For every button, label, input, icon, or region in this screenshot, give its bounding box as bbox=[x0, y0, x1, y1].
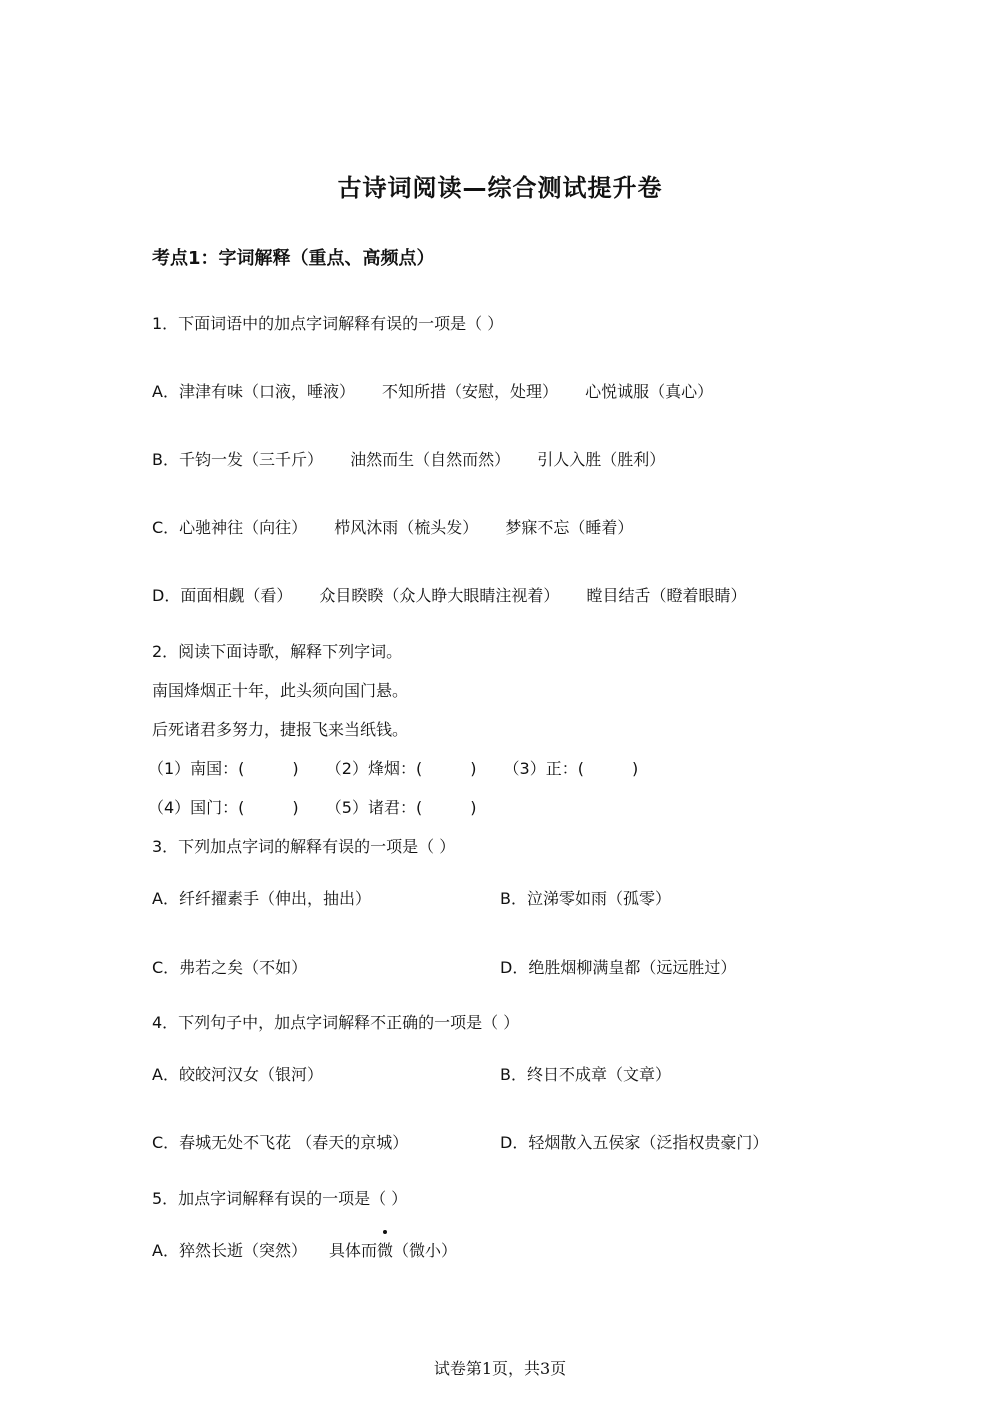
question-4-option-b: B．终日不成章（文章） bbox=[500, 1065, 671, 1084]
question-3-option-b: B．泣涕零如雨（孤零） bbox=[500, 889, 671, 908]
option-b-item-1: B．千钧一发（三千斤） bbox=[152, 450, 323, 469]
question-2-blanks-row-1 bbox=[148, 758, 660, 780]
question-4-option-c: C．春城无处不飞花 （春天的京城） bbox=[152, 1133, 409, 1152]
blank-item-3: （3）正：( ) bbox=[503, 759, 639, 778]
poem-line-1: 南国烽烟正十年，此头须向国门悬。 bbox=[152, 681, 409, 700]
option-d-item-1: D．面面相觑（看） bbox=[152, 586, 293, 605]
option-a-item-2-suffix: （微小） bbox=[392, 1241, 457, 1260]
blank-item-2: （2）烽烟：( ) bbox=[325, 759, 477, 778]
option-b-item-2: 油然而生（自然而然） bbox=[350, 450, 511, 469]
question-4-stem: 4．下列句子中，加点字词解释不正确的一项是（ ） bbox=[152, 1013, 520, 1032]
option-d-item-2: 众目睽睽（众人睁大眼睛注视着） bbox=[319, 586, 560, 605]
option-a-item-2: 不知所措（安慰，处理） bbox=[382, 382, 559, 401]
page-footer: 试卷第1页，共3页 bbox=[433, 1359, 567, 1378]
page-title: 古诗词阅读—综合测试提升卷 bbox=[337, 174, 663, 202]
dotted-character bbox=[377, 1240, 393, 1262]
question-5-stem: 5．加点字词解释有误的一项是（ ） bbox=[152, 1189, 408, 1208]
question-1-stem: 1．下面词语中的加点字词解释有误的一项是（ ） bbox=[152, 314, 504, 333]
question-1-option-b bbox=[152, 449, 665, 471]
option-c-item-3: 梦寐不忘（睡着） bbox=[505, 518, 634, 537]
section-heading: 考点1：字词解释（重点、高频点） bbox=[152, 248, 435, 269]
option-a-item-3: 心悦诚服（真心） bbox=[585, 382, 714, 401]
question-2-stem: 2．阅读下面诗歌，解释下列字词。 bbox=[152, 642, 403, 661]
poem-line-2: 后死诸君多努力，捷报飞来当纸钱。 bbox=[152, 720, 409, 739]
option-a-item-2-prefix: 具体而 bbox=[328, 1241, 377, 1260]
question-1-option-a bbox=[152, 381, 713, 403]
blank-item-1: （1）南国：( ) bbox=[148, 759, 299, 778]
option-c-item-2: 栉风沐雨（梳头发） bbox=[334, 518, 479, 537]
question-4-option-d: D．轻烟散入五侯家（泛指权贵豪门） bbox=[500, 1133, 769, 1152]
question-4-option-a: A．皎皎河汉女（银河） bbox=[152, 1065, 323, 1084]
blank-item-5: （5）诸君：( ) bbox=[325, 798, 477, 817]
question-3-stem: 3．下列加点字词的解释有误的一项是（ ） bbox=[152, 837, 456, 856]
option-b-item-3: 引人入胜（胜利） bbox=[537, 450, 666, 469]
question-1-option-d bbox=[152, 585, 747, 607]
option-a-item-1: A．津津有味（口液，唾液） bbox=[152, 382, 355, 401]
question-3-option-c: C．弗若之矣（不如） bbox=[152, 958, 308, 977]
question-2-blanks-row-2 bbox=[148, 797, 498, 819]
blank-item-4: （4）国门：( ) bbox=[148, 798, 299, 817]
question-1-option-c bbox=[152, 517, 633, 539]
question-3-option-d: D．绝胜烟柳满皇都（远远胜过） bbox=[500, 958, 737, 977]
question-5-option-a bbox=[152, 1240, 457, 1262]
dotted-character-text: 微 bbox=[376, 1241, 393, 1260]
option-a-item-1: A．猝然长逝（突然） bbox=[152, 1241, 307, 1260]
question-3-option-a: A．纤纤擢素手（伸出，抽出） bbox=[152, 889, 371, 908]
emphasis-dot bbox=[383, 1230, 387, 1234]
option-c-item-1: C．心驰神往（向往） bbox=[152, 518, 308, 537]
option-d-item-3: 瞠目结舌（瞪着眼睛） bbox=[586, 586, 747, 605]
